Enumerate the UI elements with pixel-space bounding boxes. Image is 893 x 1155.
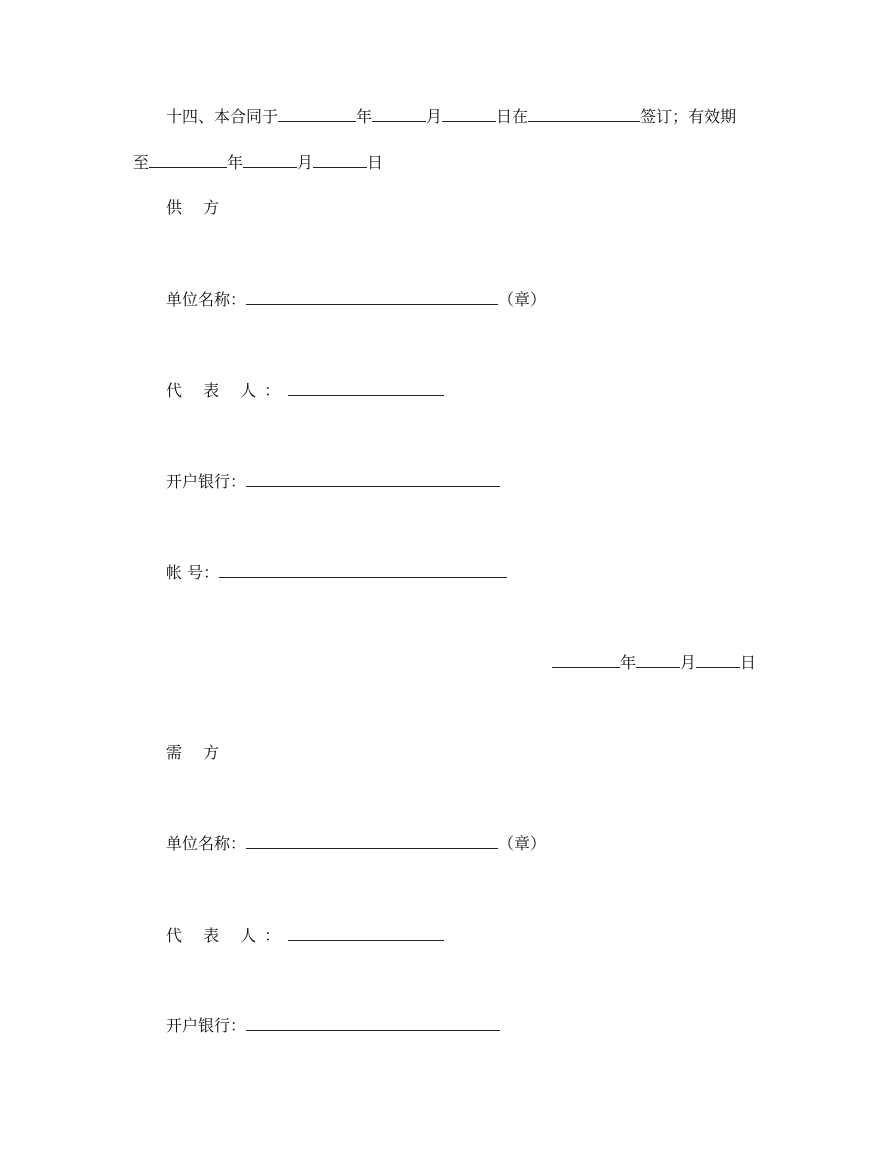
- seal-label: （章）: [498, 290, 547, 309]
- valid-day-blank[interactable]: [313, 152, 367, 168]
- unit-name-label: 单位名称：: [166, 834, 247, 853]
- bank-label: 开户银行：: [166, 472, 247, 491]
- buyer-representative-row: [166, 925, 444, 945]
- signing-month-blank[interactable]: [372, 106, 426, 122]
- supplier-unit-name-row: [166, 289, 546, 309]
- representative-label: 代 表 人：: [166, 926, 289, 945]
- signing-year-blank[interactable]: [278, 106, 356, 122]
- day-label: 日: [367, 153, 384, 172]
- valid-month-blank[interactable]: [243, 152, 297, 168]
- valid-year-blank[interactable]: [149, 152, 227, 168]
- buyer-unit-name-field[interactable]: [246, 833, 498, 849]
- year-label: 年: [620, 653, 637, 672]
- supplier-bank-row: [166, 471, 500, 491]
- unit-name-label: 单位名称：: [166, 290, 247, 309]
- month-label: 月: [680, 653, 697, 672]
- day-label: 日: [740, 653, 757, 672]
- supplier-representative-row: [166, 380, 444, 400]
- buyer-representative-field[interactable]: [288, 925, 444, 941]
- day-at-label: 日在: [496, 107, 529, 126]
- clause-14-text: 十四、本合同于: [166, 107, 279, 126]
- signing-day-blank[interactable]: [442, 106, 496, 122]
- bank-label: 开户银行：: [166, 1016, 247, 1035]
- buyer-bank-row: [166, 1015, 500, 1035]
- supplier-account-field[interactable]: [219, 562, 507, 578]
- buyer-unit-name-row: [166, 833, 546, 853]
- year-label: 年: [356, 107, 373, 126]
- clause-14-line-1: [166, 106, 736, 126]
- buyer-bank-field[interactable]: [246, 1015, 500, 1031]
- supplier-date-day-blank[interactable]: [696, 652, 740, 668]
- supplier-account-row: [166, 562, 507, 582]
- month-label: 月: [426, 107, 443, 126]
- supplier-date-row: [552, 652, 756, 672]
- buyer-heading: 需 方: [166, 743, 228, 762]
- year-label: 年: [227, 153, 244, 172]
- seal-label: （章）: [498, 834, 547, 853]
- signing-place-blank[interactable]: [528, 106, 640, 122]
- month-label: 月: [297, 153, 314, 172]
- supplier-bank-field[interactable]: [246, 471, 500, 487]
- supplier-date-month-blank[interactable]: [636, 652, 680, 668]
- clause-14-line-2: [133, 152, 383, 172]
- supplier-date-year-blank[interactable]: [552, 652, 620, 668]
- signed-valid-label: 签订；有效期: [640, 107, 737, 126]
- supplier-representative-field[interactable]: [288, 380, 444, 396]
- account-label: 帐 号：: [166, 563, 220, 582]
- representative-label: 代 表 人：: [166, 381, 289, 400]
- supplier-heading: 供 方: [166, 198, 228, 217]
- until-label: 至: [133, 153, 150, 172]
- supplier-unit-name-field[interactable]: [246, 289, 498, 305]
